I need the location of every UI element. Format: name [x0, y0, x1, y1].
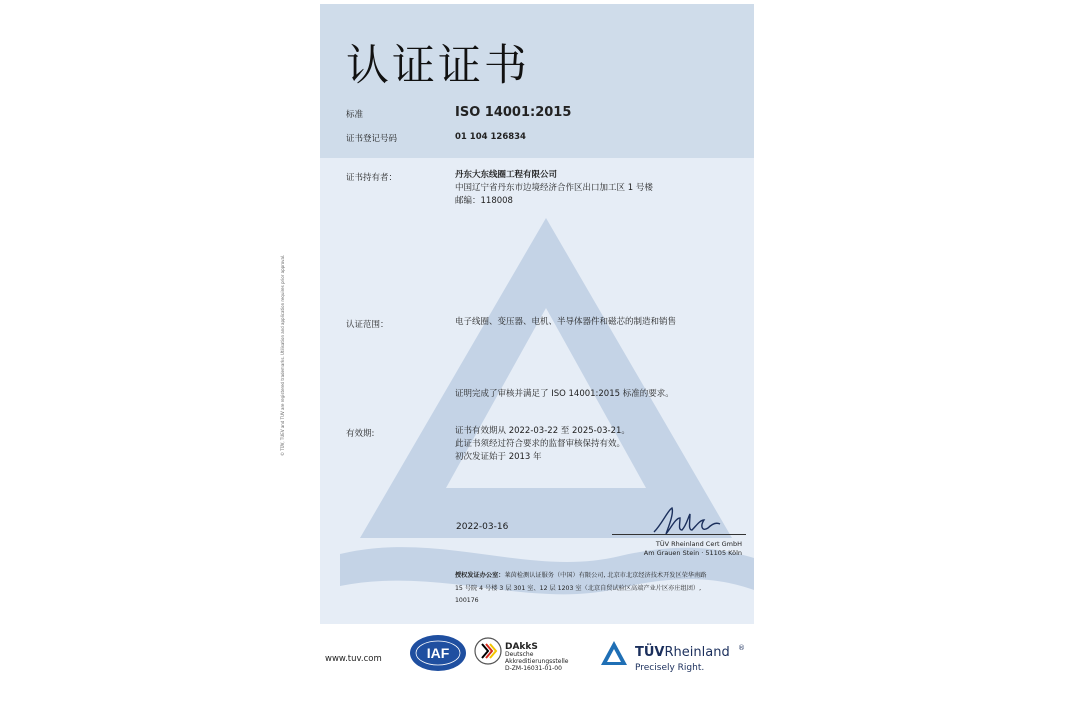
holder-postcode: 邮编：118008	[455, 196, 513, 206]
trademark-note-text: © TÜV, TUEV and TUV are registered trademarks. Utilisation and application requires prior approval.	[280, 254, 285, 456]
issuer-address: Am Grauen Stein · 51105 Köln	[643, 549, 742, 557]
holder-label: 证书持有者：	[346, 173, 398, 183]
validity-label: 有效期:	[346, 429, 375, 439]
signature-line	[612, 534, 746, 535]
initial-issue: 初次发证始于 2013 年	[455, 452, 542, 462]
registration-number: 01 104 126834	[455, 132, 526, 142]
holder-name: 丹东大东线圈工程有限公司	[455, 170, 558, 180]
holder-block	[455, 169, 653, 208]
dakks-line-1: Deutsche	[505, 651, 534, 658]
tuv-logo-icon	[600, 640, 628, 666]
office-line-3: 100176	[455, 597, 479, 604]
tuv-reg-mark: ®	[738, 644, 745, 652]
validity-block	[455, 425, 630, 464]
certificate	[320, 4, 754, 704]
scope-value: 电子线圈、变压器、电机、半导体器件和磁芯的制造和销售	[455, 317, 677, 327]
website-link[interactable]: www.tuv.com	[325, 654, 382, 664]
office-line-1: 莱茵检测认证服务（中国）有限公司, 北京市北京经济技术开发区荣华南路	[504, 572, 707, 579]
dakks-code: D-ZM-16031-01-00	[505, 665, 562, 672]
validity-condition: 此证书须经过符合要求的监督审核保持有效。	[455, 439, 626, 449]
scope-label: 认证范围：	[346, 320, 389, 330]
iaf-text: IAF	[426, 645, 450, 661]
registration-label: 证书登记号码	[346, 134, 398, 144]
validity-period: 证书有效期从 2022-03-22 至 2025-03-21。	[455, 426, 630, 436]
office-line-2: 15 号院 4 号楼 3 层 301 室、12 层 1203 室（北京自贸试验区高端产业片区亦庄组团）,	[455, 584, 702, 592]
tuv-brand-rest: Rheinland	[664, 645, 730, 660]
holder-address: 中国辽宁省丹东市边境经济合作区出口加工区 1 号楼	[455, 183, 653, 193]
dakks-text	[505, 644, 568, 672]
office-label: 授权发证办公室：	[455, 572, 505, 579]
issuer-name: TÜV Rheinland Cert GmbH	[655, 540, 742, 548]
dakks-logo-icon	[473, 636, 503, 666]
standard-value: ISO 14001:2015	[455, 105, 572, 120]
dakks-name: DAkkS	[505, 642, 538, 652]
signature-icon	[650, 504, 722, 538]
tuv-slogan: Precisely Right.	[635, 663, 705, 673]
dakks-line-2: Akkreditierungsstelle	[505, 658, 569, 665]
tuv-brand-bold: TÜV	[635, 645, 665, 660]
certificate-title: 认证证书	[346, 41, 530, 91]
tuv-brand	[635, 645, 730, 660]
iaf-logo-icon	[409, 634, 467, 672]
issuing-office	[455, 570, 740, 608]
compliance-statement: 证明完成了审核并满足了 ISO 14001:2015 标准的要求。	[455, 389, 674, 399]
issue-date: 2022-03-16	[456, 522, 509, 532]
issuer-block	[644, 540, 742, 558]
standard-label: 标准	[346, 110, 364, 120]
